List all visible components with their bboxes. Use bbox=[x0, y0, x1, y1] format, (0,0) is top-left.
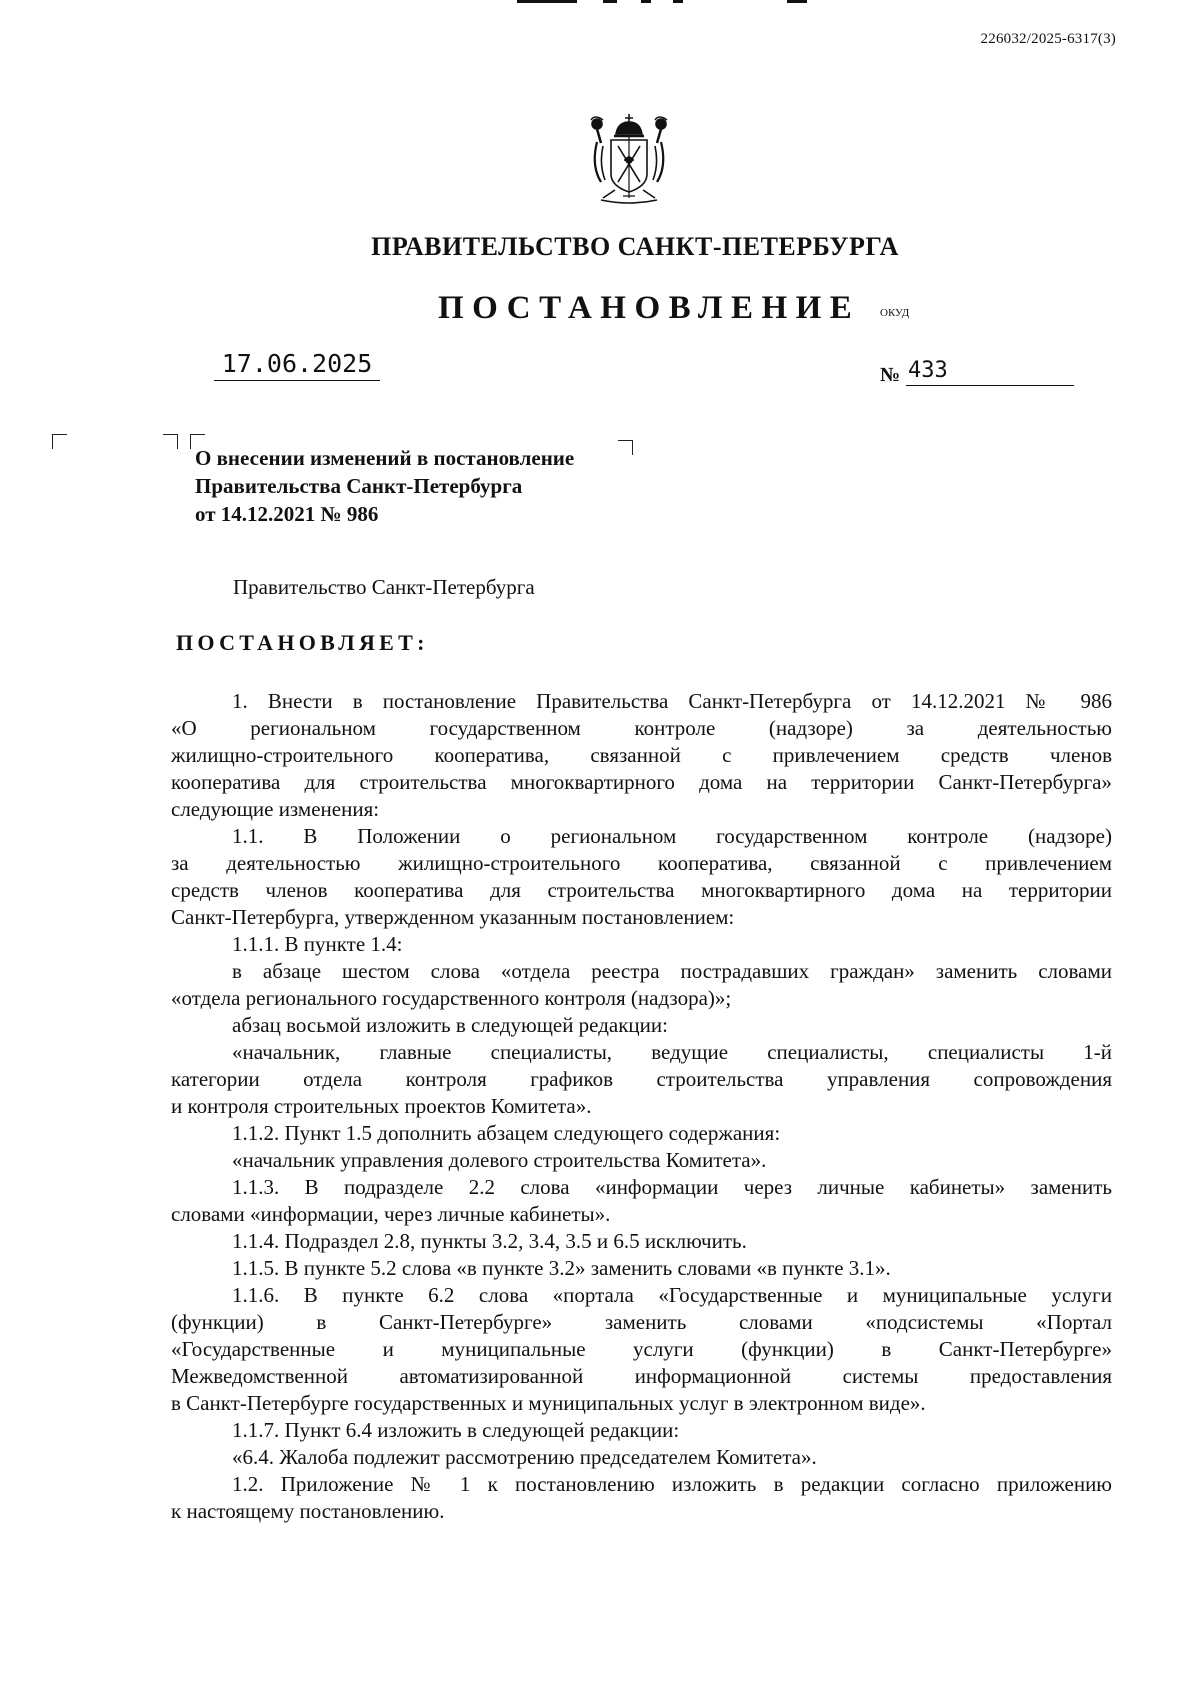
body-line: «Государственные и муниципальные услуги (функции) в Санкт-Петербурге» bbox=[171, 1337, 1112, 1361]
document-body bbox=[171, 688, 1112, 1525]
document-id: 226032/2025-6317(3) bbox=[980, 31, 1116, 47]
document-type: ПОСТАНОВЛЕНИЕ bbox=[438, 290, 861, 326]
body-line: жилищно-строительного кооператива, связанной с привлечением средств членов bbox=[171, 743, 1112, 767]
issuing-body: Правительство Санкт-Петербурга bbox=[233, 575, 535, 599]
saint-petersburg-coat-of-arms-icon bbox=[583, 108, 675, 208]
decree-heading: ПОСТАНОВЛЯЕТ: bbox=[176, 630, 429, 655]
body-line: 1.2. Приложение № 1 к постановлению изложить в редакции согласно приложению bbox=[232, 1472, 1112, 1496]
body-line: словами «информации, через личные кабинеты». bbox=[171, 1202, 611, 1226]
body-line: 1.1.1. В пункте 1.4: bbox=[232, 932, 403, 956]
body-line: абзац восьмой изложить в следующей редакции: bbox=[232, 1013, 668, 1037]
body-line: в абзаце шестом слова «отдела реестра пострадавших граждан» заменить словами bbox=[232, 959, 1112, 983]
body-line: в Санкт-Петербурге государственных и муниципальных услуг в электронном виде». bbox=[171, 1391, 926, 1415]
document-subject bbox=[195, 444, 574, 528]
okud-label: ОКУД bbox=[880, 307, 910, 319]
body-line: «6.4. Жалоба подлежит рассмотрению председателем Комитета». bbox=[232, 1445, 817, 1469]
subject-line: Правительства Санкт-Петербурга bbox=[195, 474, 523, 498]
body-line: «начальник управления долевого строительства Комитета». bbox=[232, 1148, 767, 1172]
body-line: средств членов кооператива для строительства многоквартирного дома на территории bbox=[171, 878, 1112, 902]
number-sign: № bbox=[880, 364, 901, 386]
body-line: 1.1.4. Подраздел 2.8, пункты 3.2, 3.4, 3.5 и 6.5 исключить. bbox=[232, 1229, 747, 1253]
subject-line: от 14.12.2021 № 986 bbox=[195, 502, 379, 526]
document-date: 17.06.2025 bbox=[214, 349, 380, 381]
body-line: 1.1. В Положении о региональном государственном контроле (надзоре) bbox=[232, 824, 1112, 848]
body-line: Межведомственной автоматизированной информационной системы предоставления bbox=[171, 1364, 1112, 1388]
body-line: (функции) в Санкт-Петербурге» заменить словами «подсистемы «Портал bbox=[171, 1310, 1112, 1334]
government-title: ПРАВИТЕЛЬСТВО САНКТ-ПЕТЕРБУРГА bbox=[371, 232, 899, 261]
registration-corner-mark bbox=[52, 434, 67, 449]
body-line: и контроля строительных проектов Комитета». bbox=[171, 1094, 592, 1118]
body-line: следующие изменения: bbox=[171, 797, 380, 821]
document-number: 433 bbox=[906, 358, 1074, 386]
body-line: 1.1.6. В пункте 6.2 слова «портала «Государственные и муниципальные услуги bbox=[232, 1283, 1112, 1307]
body-line: «начальник, главные специалисты, ведущие специалисты, специалисты 1-й bbox=[232, 1040, 1112, 1064]
body-line: «О региональном государственном контроле (надзоре) за деятельностью bbox=[171, 716, 1112, 740]
body-line: Санкт-Петербурга, утвержденном указанным постановлением: bbox=[171, 905, 735, 929]
body-line: 1. Внести в постановление Правительства Санкт-Петербурга от 14.12.2021 № 986 bbox=[232, 689, 1112, 713]
body-line: «отдела регионального государственного контроля (надзора)»; bbox=[171, 986, 732, 1010]
subject-line: О внесении изменений в постановление bbox=[195, 446, 575, 470]
subject-bracket-mark bbox=[618, 440, 633, 455]
body-line: к настоящему постановлению. bbox=[171, 1499, 445, 1523]
body-line: 1.1.5. В пункте 5.2 слова «в пункте 3.2» заменить словами «в пункте 3.1». bbox=[232, 1256, 891, 1280]
body-line: категории отдела контроля графиков строительства управления сопровождения bbox=[171, 1067, 1112, 1091]
top-edge-marks bbox=[517, 0, 807, 4]
body-line: 1.1.3. В подразделе 2.2 слова «информации через личные кабинеты» заменить bbox=[232, 1175, 1112, 1199]
body-line: 1.1.2. Пункт 1.5 дополнить абзацем следующего содержания: bbox=[232, 1121, 781, 1145]
body-line: за деятельностью жилищно-строительного кооператива, связанной с привлечением bbox=[171, 851, 1112, 875]
subject-bracket-mark bbox=[163, 434, 178, 449]
body-line: кооператива для строительства многоквартирного дома на территории Санкт-Петербурга» bbox=[171, 770, 1112, 794]
body-line: 1.1.7. Пункт 6.4 изложить в следующей редакции: bbox=[232, 1418, 680, 1442]
